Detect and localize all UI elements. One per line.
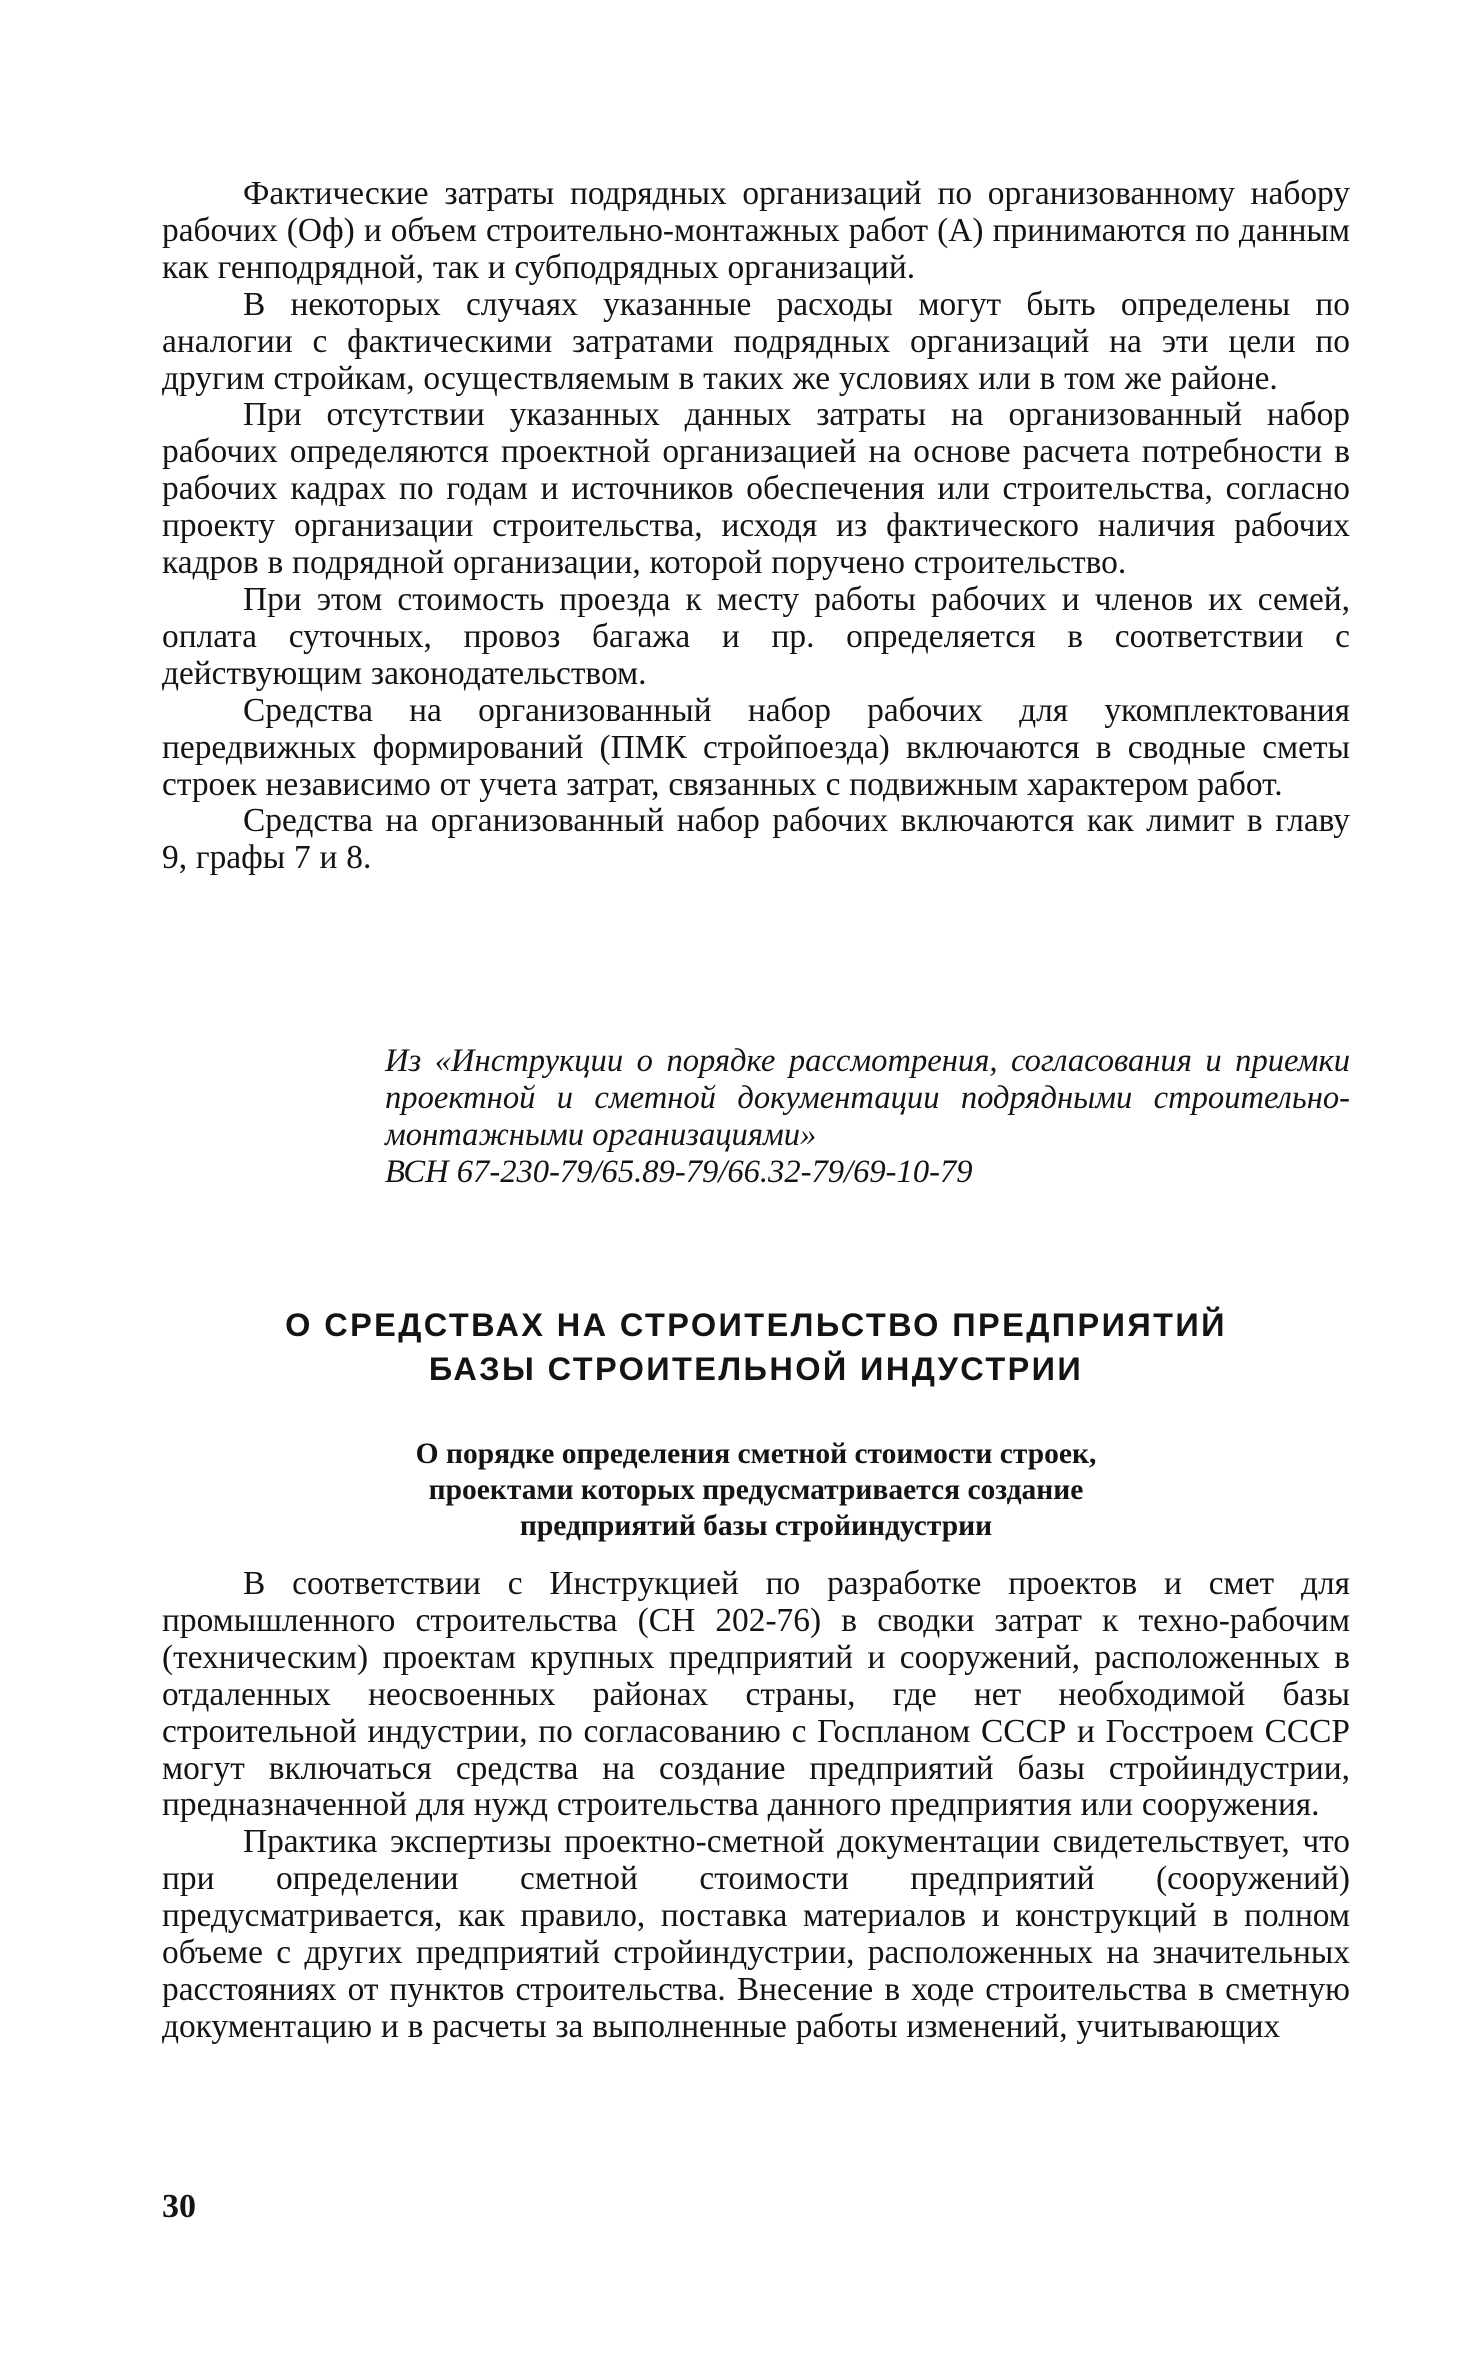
paragraph: В соответствии с Инструкцией по разработке проектов и смет для промышленного строительства (СН 202-76) в сводки затрат к техно-рабочим (техническим) проектам крупных предприятий и сооружений, расположенных в отдаленных неосвоенных районах страны, где нет необходимой базы строительной индустрии, по согласованию с Госпланом СССР и Госстроем СССР могут включаться средства на создание предприятий базы стройиндустрии, предназначенной для нужд строительства данного предприятия или сооружения. [162,1565,1350,1824]
section-subtitle-line: проектами которых предусматривается создание [428,1474,1084,1506]
paragraph: Средства на организованный набор рабочих включаются как лимит в главу 9, графы 7 и 8. [162,802,1350,877]
paragraph: Практика экспертизы проектно-сметной документации свидетельствует, что при определении сметной стоимости предприятий (сооружений) предусматривается, как правило, поставка материалов и конструкций в полном объеме с других предприятий стройиндустрии, расположенных на значительных расстояниях от пунктов строительства. Внесение в ходе строительства в сметную документацию и в расчеты за выполненные работы изменений, учитывающих [162,1823,1350,2045]
paragraph: При отсутствии указанных данных затраты на организованный набор рабочих определяются проектной организацией на основе расчета потребности в рабочих кадрах по годам и источников обеспечения или строительства, согласно проекту организации строительства, исходя из фактического наличия рабочих кадров в подрядной организации, которой поручено строительство. [162,396,1350,582]
source-citation [385,1043,1350,1191]
section-title-line: БАЗЫ СТРОИТЕЛЬНОЙ ИНДУСТРИИ [428,1351,1084,1387]
paragraph: При этом стоимость проезда к месту работы рабочих и членов их семей, оплата суточных, провоз багажа и пр. определяется в соответствии с действующим законодательством. [162,580,1350,692]
page-number: 30 [162,2188,196,2225]
section-subtitle-line: О порядке определения сметной стоимости строек, [415,1438,1097,1470]
section-subtitle [162,1436,1350,1544]
section-title [162,1303,1350,1391]
source-code: ВСН 67-230-79/65.89-79/66.32-79/69-10-79 [385,1154,973,1190]
section-title-line: О СРЕДСТВАХ НА СТРОИТЕЛЬСТВО ПРЕДПРИЯТИЙ [285,1307,1227,1343]
section-text-block [162,1566,1350,2046]
top-text-block [162,176,1350,877]
section-subtitle-line: предприятий базы стройиндустрии [519,1510,993,1542]
paragraph: В некоторых случаях указанные расходы могут быть определены по аналогии с фактическими затратами подрядных организаций на эти цели по другим стройкам, осуществляемым в таких же условиях или в том же районе. [162,285,1350,397]
paragraph: Фактические затраты подрядных организаций по организованному набору рабочих (Оф) и объем строительно-монтажных работ (А) принимаются по данным как генподрядной, так и субподрядных организаций. [162,175,1350,286]
paragraph: Средства на организованный набор рабочих для укомплектования передвижных формирований (ПМК стройпоезда) включаются в сводные сметы строек независимо от учета затрат, связанных с подвижным характером работ. [162,691,1350,803]
source-text: Из «Инструкции о порядке рассмотрения, согласования и приемки проектной и сметной документации подрядными строительно-монтажными организациями» [385,1043,1350,1153]
